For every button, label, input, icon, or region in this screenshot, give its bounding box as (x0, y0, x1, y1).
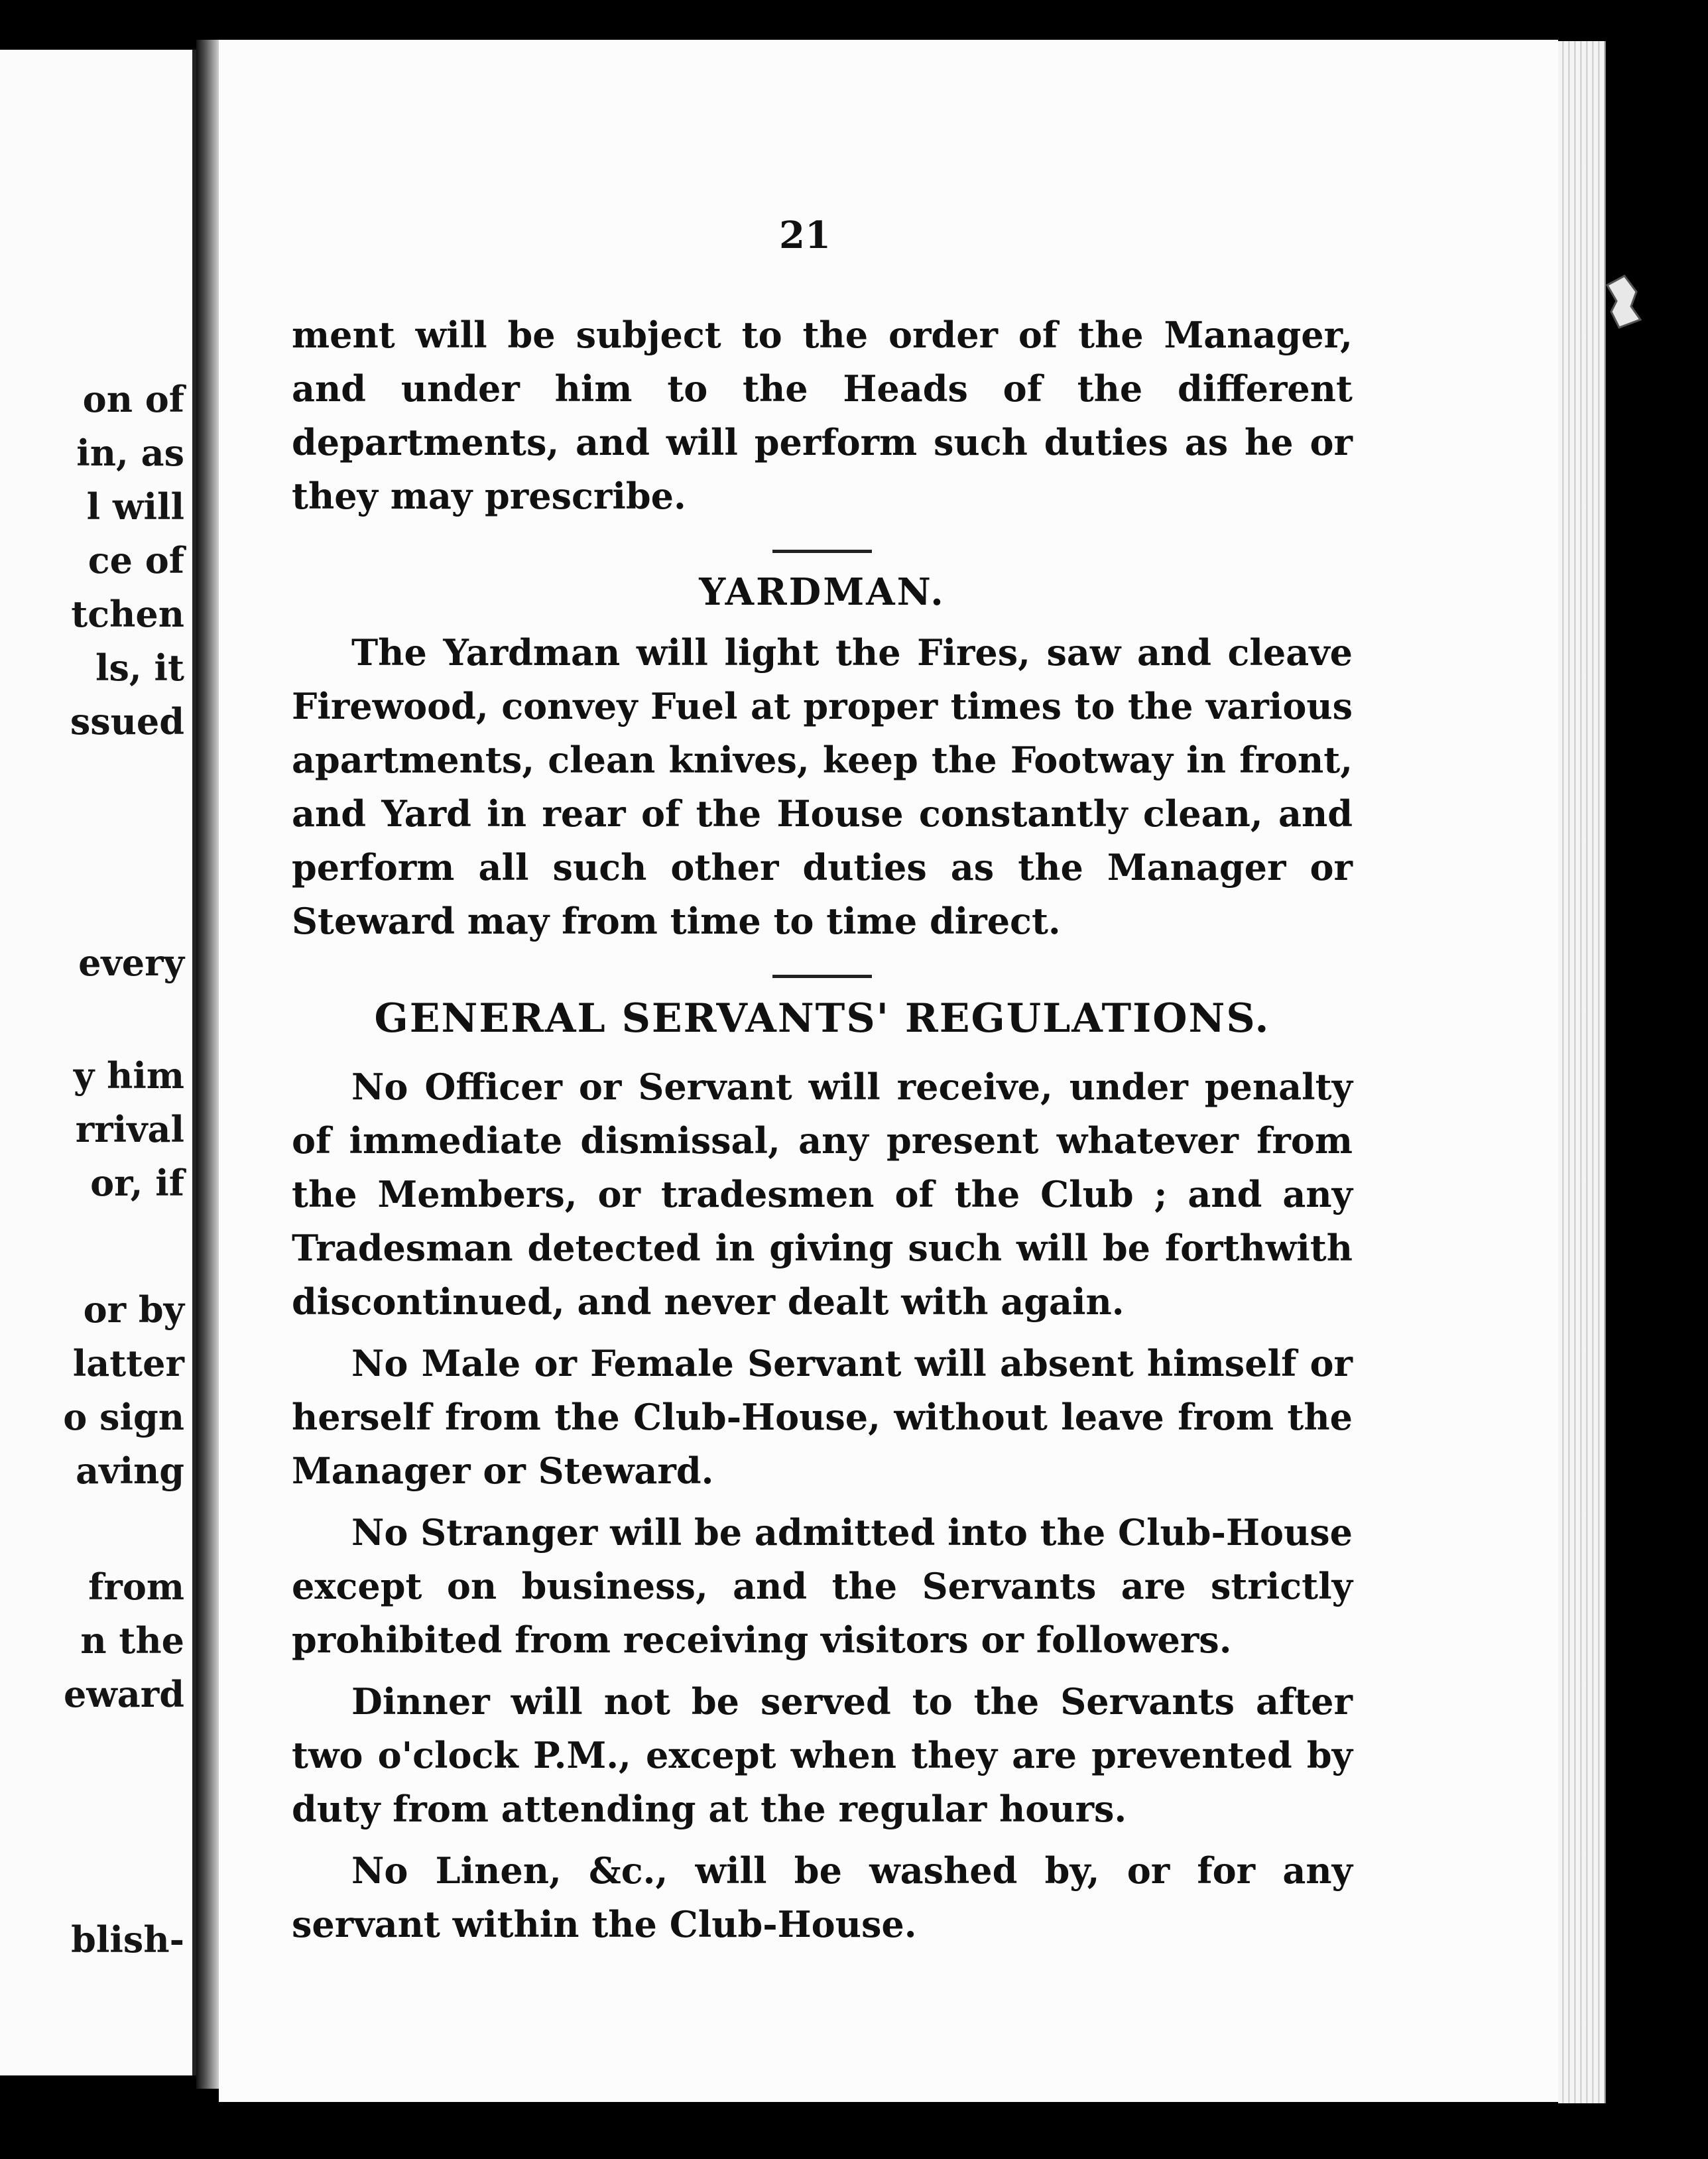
section-rule (772, 975, 872, 978)
general-regulations-heading: GENERAL SERVANTS' REGULATIONS. (374, 995, 1270, 1042)
page-edges (1558, 41, 1606, 2103)
section-rule (772, 550, 872, 553)
yardman-heading: YARDMAN. (699, 570, 945, 614)
regulation-paragraph: No Male or Female Servant will absent himself or herself from the Club-House, without leave from the Manager or Steward. (292, 1342, 1353, 1492)
left-line: eward (63, 1673, 184, 1715)
regulation-paragraph: No Officer or Servant will receive, under penalty of immediate dismissal, any present whatever from the Members, or tradesmen of the Club ; and any Tradesman detected in giving such will be forthwith discontinued, and never dealt with again. (292, 1066, 1353, 1323)
yardman-paragraph: The Yardman will light the Fires, saw and cleave Firewood, convey Fuel at proper times to the various apartments, clean knives, keep the Footway in front, and Yard in rear of the House constantly clean, and perform all such other duties as the Manager or Steward may from time to time direct. (292, 631, 1353, 942)
left-line: y him (73, 1054, 184, 1097)
regulation-paragraph: Dinner will not be served to the Servants after two o'clock P.M., except when they are prevented by duty from attending at the regular hours. (292, 1680, 1353, 1830)
regulation-paragraph: No Stranger will be admitted into the Club-House except on business, and the Servants are strictly prohibited from receiving visitors or followers. (292, 1511, 1353, 1661)
left-line: on of (82, 378, 184, 420)
left-line: aving (76, 1450, 184, 1492)
left-line: ce of (88, 539, 184, 582)
torn-corner-mark (1605, 272, 1642, 332)
regulation-paragraph: No Linen, &c., will be washed by, or for any servant within the Club-House. (292, 1849, 1353, 1945)
left-line: rrival (75, 1108, 184, 1150)
left-line: l will (86, 485, 184, 528)
book-gutter (196, 40, 219, 2089)
left-line: from (88, 1566, 184, 1608)
left-line: or by (83, 1288, 184, 1331)
page-text (292, 308, 1353, 1951)
left-line: n the (80, 1619, 184, 1662)
left-line: blish- (71, 1918, 184, 1961)
left-line: or, if (90, 1162, 184, 1204)
left-line: latter (72, 1342, 184, 1385)
left-line: ssued (70, 700, 184, 743)
page-number: 21 (779, 214, 831, 257)
left-line: in, as (76, 432, 184, 474)
facing-page-fragment (0, 50, 196, 2075)
left-line: tchen (71, 593, 184, 635)
continuation-paragraph: ment will be subject to the order of the Manager, and under him to the Heads of the different departments, and will perform such duties as he or they may prescribe. (292, 314, 1353, 517)
left-line: every (78, 942, 184, 984)
left-line: o sign (63, 1396, 184, 1438)
left-line: ls, it (95, 647, 184, 689)
